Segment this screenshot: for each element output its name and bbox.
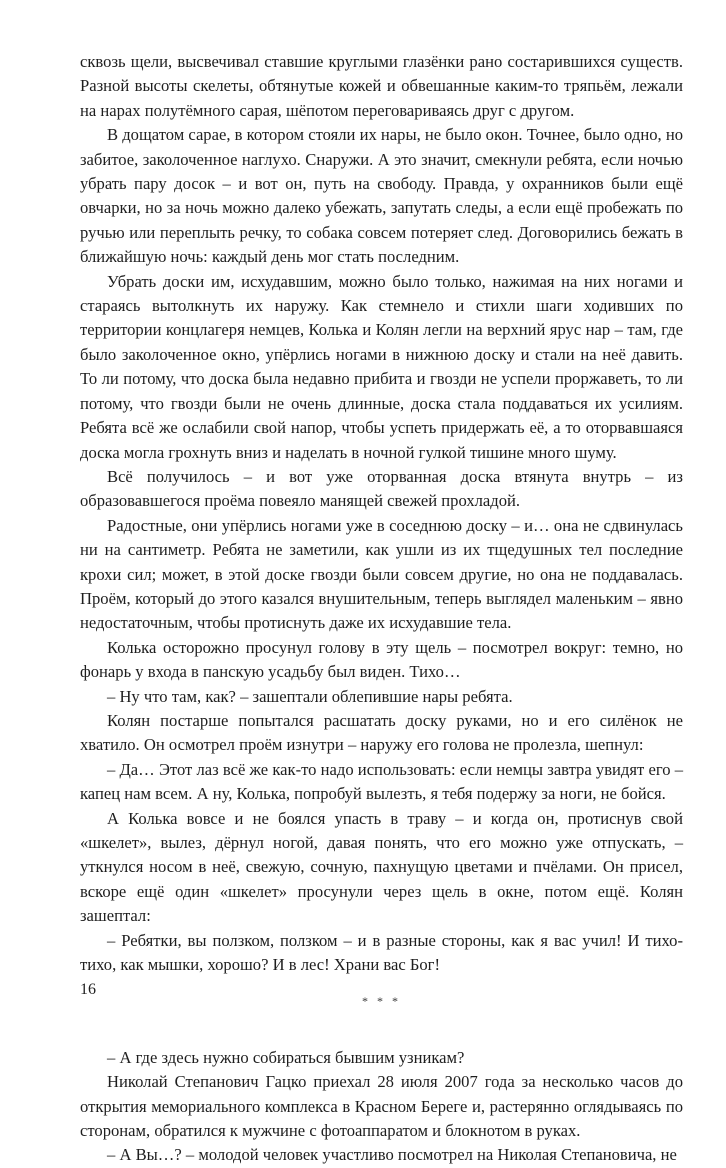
paragraph: В дощатом сарае, в котором стояли их нары, не было окон. Точнее, было одно, но забитое, заколоченное наглухо. Снаружи. А это значит, смекнули ребята, если ночью убрать пару досок – и вот он, путь на свободу. Правда, у охранников были ещё овчарки, но за ночь можно далеко убежать, запутать следы, а если ещё пробежать по ручью или переплыть речку, то собака совсем потеряет след. Договорились бежать в ближайшую ночь: каждый день мог стать последним.	[80, 125, 683, 267]
paragraph: Колька осторожно просунул голову в эту щель – посмотрел вокруг: темно, но фонарь у входа в панскую усадьбу был виден. Тихо…	[80, 637, 683, 682]
paragraph: Николай Степанович Гацко приехал 28 июля 2007 года за несколько часов до открытия мемориального комплекса в Красном Береге и, растерянно оглядываясь по сторонам, обратился к мужчине с фотоаппаратом и блокнотом в руках.	[80, 1072, 683, 1141]
paragraph: Радостные, они упёрлись ногами уже в соседнюю доску – и… она не сдвинулась ни на сантиметр. Ребята не заметили, как ушли из их тщедушных тел последние крохи сил; может, в этой доске гвозди были совсем другие, но она не поддавалась. Проём, который до этого казался внушительным, теперь выглядел маленьким – явно недостаточным, чтобы протиснуть даже их исхудавшие тела.	[80, 515, 683, 633]
dialogue-line: – Ну что там, как? – зашептали облепившие нары ребята.	[107, 686, 513, 706]
page-number: 16	[80, 981, 96, 998]
section-break: * * *	[362, 994, 401, 1009]
dialogue-line: – Да… Этот лаз всё же как-то надо использовать: если немцы завтра увидят его – капец нам всем. А ну, Колька, попробуй вылезть, я тебя подержу за ноги, не бойся.	[80, 759, 683, 804]
paragraph: Всё получилось – и вот уже оторванная доска втянута внутрь – из образовавшегося проёма повеяло манящей свежей прохладой.	[80, 466, 683, 511]
paragraph: А Колька вовсе и не боялся упасть в траву – и когда он, протиснув свой «шкелет», вылез, дёрнул ногой, давая понять, что его можно уже отпускать, –уткнулся носом в неё, свежую, сочную, пахнущую цветами и пчёлами. Он присел, вскоре ещё один «шкелет» просунули через щель в окне, потом ещё. Колян зашептал:	[80, 808, 683, 926]
paragraph: Колян постарше попытался расшатать доску руками, но и его силёнок не хватило. Он осмотрел проём изнутри – наружу его голова не пролезла, шепнул:	[80, 710, 683, 755]
paragraph: сквозь щели, высвечивал ставшие круглыми глазёнки рано состарившихся существ. Разной высоты скелеты, обтянутые кожей и обвешанные каким-то тряпьём, лежали на нарах полутёмного сарая, шёпотом переговариваясь друг с другом.	[80, 52, 683, 120]
paragraph: Убрать доски им, исхудавшим, можно было только, нажимая на них ногами и стараясь вытолкнуть их наружу. Как стемнело и стихли шаги ходивших по территории концлагеря немцев, Колька и Колян легли на верхний ярус нар – там, где было заколоченное окно, упёрлись ногами в нижнюю доску и стали на неё давить. То ли потому, что доска была недавно прибита и гвозди не успели проржаветь, то ли потому, что гвозди были не очень длинные, доска стала поддаваться их усилиям. Ребята всё же ослабили свой напор, чтобы успеть придержать её, а то оторвавшаяся доска могла грохнуть вниз и наделать в ночной гулкой тишине много шуму.	[80, 271, 683, 462]
dialogue-line: – Ребятки, вы ползком, ползком – и в разные стороны, как я вас учил! И тихо-тихо, как мышки, хорошо? И в лес! Храни вас Бог!	[80, 930, 683, 975]
dialogue-line: – А Вы…? – молодой человек участливо посмотрел на Николая Степановича, не	[107, 1145, 677, 1165]
page-body	[80, 50, 683, 1168]
dialogue-line: – А где здесь нужно собираться бывшим узникам?	[107, 1047, 465, 1067]
